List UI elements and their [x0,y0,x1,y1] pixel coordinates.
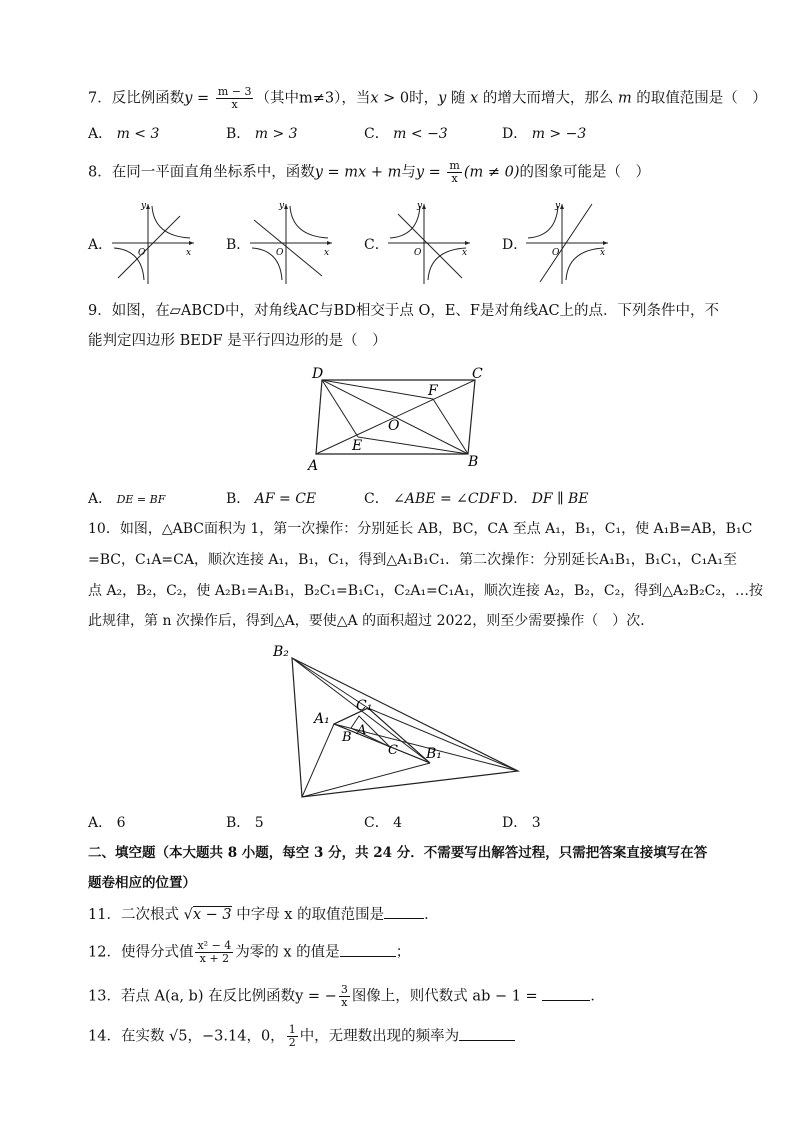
fraction: $\frac{\text{x² − 4}}{x + 2}$ [197,939,232,965]
origin-label: O [138,248,146,258]
question-10-line-4: 此规律，第 n 次操作后，得到△A，要使△A 的面积超过 2022，则至少需要操作（ ）次． [88,613,655,629]
y-axis-arrow [284,204,288,209]
radical: √x − 3 [183,907,232,923]
hyperbola-branch [390,206,420,238]
x-axis-arrow [189,241,194,245]
q8-option-b-label[interactable]: B． [226,237,251,253]
q7-option-c[interactable]: C． m < −3 [364,126,448,142]
segment-df [322,380,433,399]
q9-option-a[interactable]: A． DE = BF [88,491,166,507]
q9-parallelogram-figure [300,362,500,474]
q7-option-a[interactable]: A． m < 3 [88,126,160,142]
linear-function [118,216,180,278]
label-c: C [388,743,398,758]
x-axis-label: x [186,248,192,258]
section-2-heading-line-2: 题卷相应的位置） [88,875,196,891]
q9-option-c[interactable]: C． ∠ABE = ∠CDF [364,491,500,507]
answer-blank[interactable] [542,986,590,1001]
label-c: C [472,366,483,382]
y-axis-arrow [560,204,564,209]
question-12: 12．使得分式值 $\frac{\text{x² − 4}}{x + 2}$ 为零的 x 的值是 ； [88,939,411,965]
x-axis-label: x [600,248,606,258]
origin-label: O [414,248,422,258]
y-axis-label: y [279,201,285,211]
x-axis-label: x [324,248,330,258]
fraction: $\frac{m}{x}$ [449,159,460,185]
hyperbola-branch [528,206,558,238]
y-axis-label: y [555,201,561,211]
answer-blank[interactable] [459,1026,515,1041]
question-9-line-2: 能判定四边形 BEDF 是平行四边形的是（ ） [88,333,387,349]
x-axis-label: x [462,248,468,258]
hyperbola-branch [290,206,328,238]
origin-label: O [276,248,284,258]
question-9-line-1: 9．如图，在▱ABCD中，对角线AC与BD相交于点 O，E、F是对角线AC上的点．下列条件中，不 [88,303,720,319]
q7-option-d[interactable]: D． m > −3 [502,126,587,142]
q10-option-c[interactable]: C． 4 [364,815,403,831]
q7-option-b[interactable]: B． m > 3 [226,126,298,142]
q8-option-c-label[interactable]: C． [364,237,389,253]
q10-option-b[interactable]: B． 5 [226,815,264,831]
triangle-a2b2c2 [292,658,518,797]
label-b2: B₂ [273,644,289,660]
q8-graph-b[interactable] [246,198,338,286]
question-8: 8．在同一平面直角坐标系中，函数y = mx + m与y = $\frac{m}{x}$ (m ≠ 0)的图象可能是（ ） [88,159,651,185]
origin-label: O [552,248,560,258]
linear-function [254,220,322,276]
label-e: E [352,438,363,454]
q8-option-a-label[interactable]: A． [88,237,113,253]
x-axis-arrow [465,241,470,245]
hyperbola-branch [428,248,466,280]
q9-option-d[interactable]: D． DF ∥ BE [502,491,589,507]
label-c1: C₁ [356,698,373,714]
q8-graph-c[interactable] [384,198,476,286]
q10-option-d[interactable]: D． 3 [502,815,541,831]
label-f: F [428,383,438,399]
q9-option-b[interactable]: B． AF = CE [226,491,317,507]
label-b: B [342,730,352,745]
section-2-heading-line-1: 二、填空题（本大题共 8 小题，每空 3 分，共 24 分．不需要写出解答过程，只需把答案直接填写在答 [88,845,708,861]
y-axis-arrow [146,204,150,209]
label-b1: B₁ [426,746,442,762]
segment-a2b1 [302,763,430,797]
label-a: A [308,458,319,474]
q8-option-d-label[interactable]: D． [502,237,528,253]
question-11: 11．二次根式 √x − 3 中字母 x 的取值范围是 ． [88,904,439,925]
segment-c2c1 [368,708,518,771]
segment-de [322,380,358,437]
q8-graph-a[interactable] [108,198,200,286]
label-d: D [312,366,324,382]
fraction: $\frac{3}{x}$ [340,983,348,1009]
question-10-line-2: =BC，C₁A=CA，顺次连接 A₁，B₁，C₁，得到△A₁B₁C₁．第二次操作：分别延长A₁B₁，B₁C₁，C₁A₁至 [88,552,737,568]
label-o: O [388,418,400,434]
x-axis-arrow [327,241,332,245]
hyperbola-branch [152,206,190,238]
question-13: 13．若点 A(a, b) 在反比例函数y = − $\frac{3}{x}$ 图像上，则代数式 ab − 1 = ． [88,983,605,1009]
y-axis-arrow [422,204,426,209]
q10-triangle-figure [268,640,528,802]
question-14: 14．在实数 √5，−3.14，0， $\frac{1}{2}$ 中，无理数出现的频率为 [88,1024,515,1049]
label-a1: A₁ [314,711,330,727]
question-10-line-3: 点 A₂，B₂，C₂，使 A₂B₁=A₁B₁，B₂C₁=B₁C₁，C₂A₁=C₁A₁，顺次连接 A₂，B₂，C₂，得到△A₂B₂C₂，…按 [88,583,763,599]
answer-blank[interactable] [340,942,396,957]
question-10-line-1: 10．如图，△ABC面积为 1，第一次操作：分别延长 AB，BC，CA 至点 A₁，B₁，C₁，使 A₁B=AB，B₁C [88,521,753,537]
question-7: 7．反比例函数y = $\frac{m - 3}{x}$ （其中m≠3），当x > 0时，y 随 x 的增大而增大，那么 m 的取值范围是（ ） [88,85,767,111]
x-axis-arrow [603,241,608,245]
y-axis-label: y [417,201,423,211]
answer-blank[interactable] [384,904,424,919]
segment-a2a1 [302,724,334,797]
q10-option-a[interactable]: A． 6 [88,815,126,831]
segment-fb [433,399,468,454]
fraction: $\frac{1}{2}$ [288,1023,296,1049]
q8-graph-d[interactable] [522,198,614,286]
hyperbola-branch [566,248,604,280]
y-axis-label: y [141,201,147,211]
label-a: A [357,723,367,738]
label-b: B [468,454,479,470]
fraction: $\frac{m - 3}{x}$ [217,85,252,111]
